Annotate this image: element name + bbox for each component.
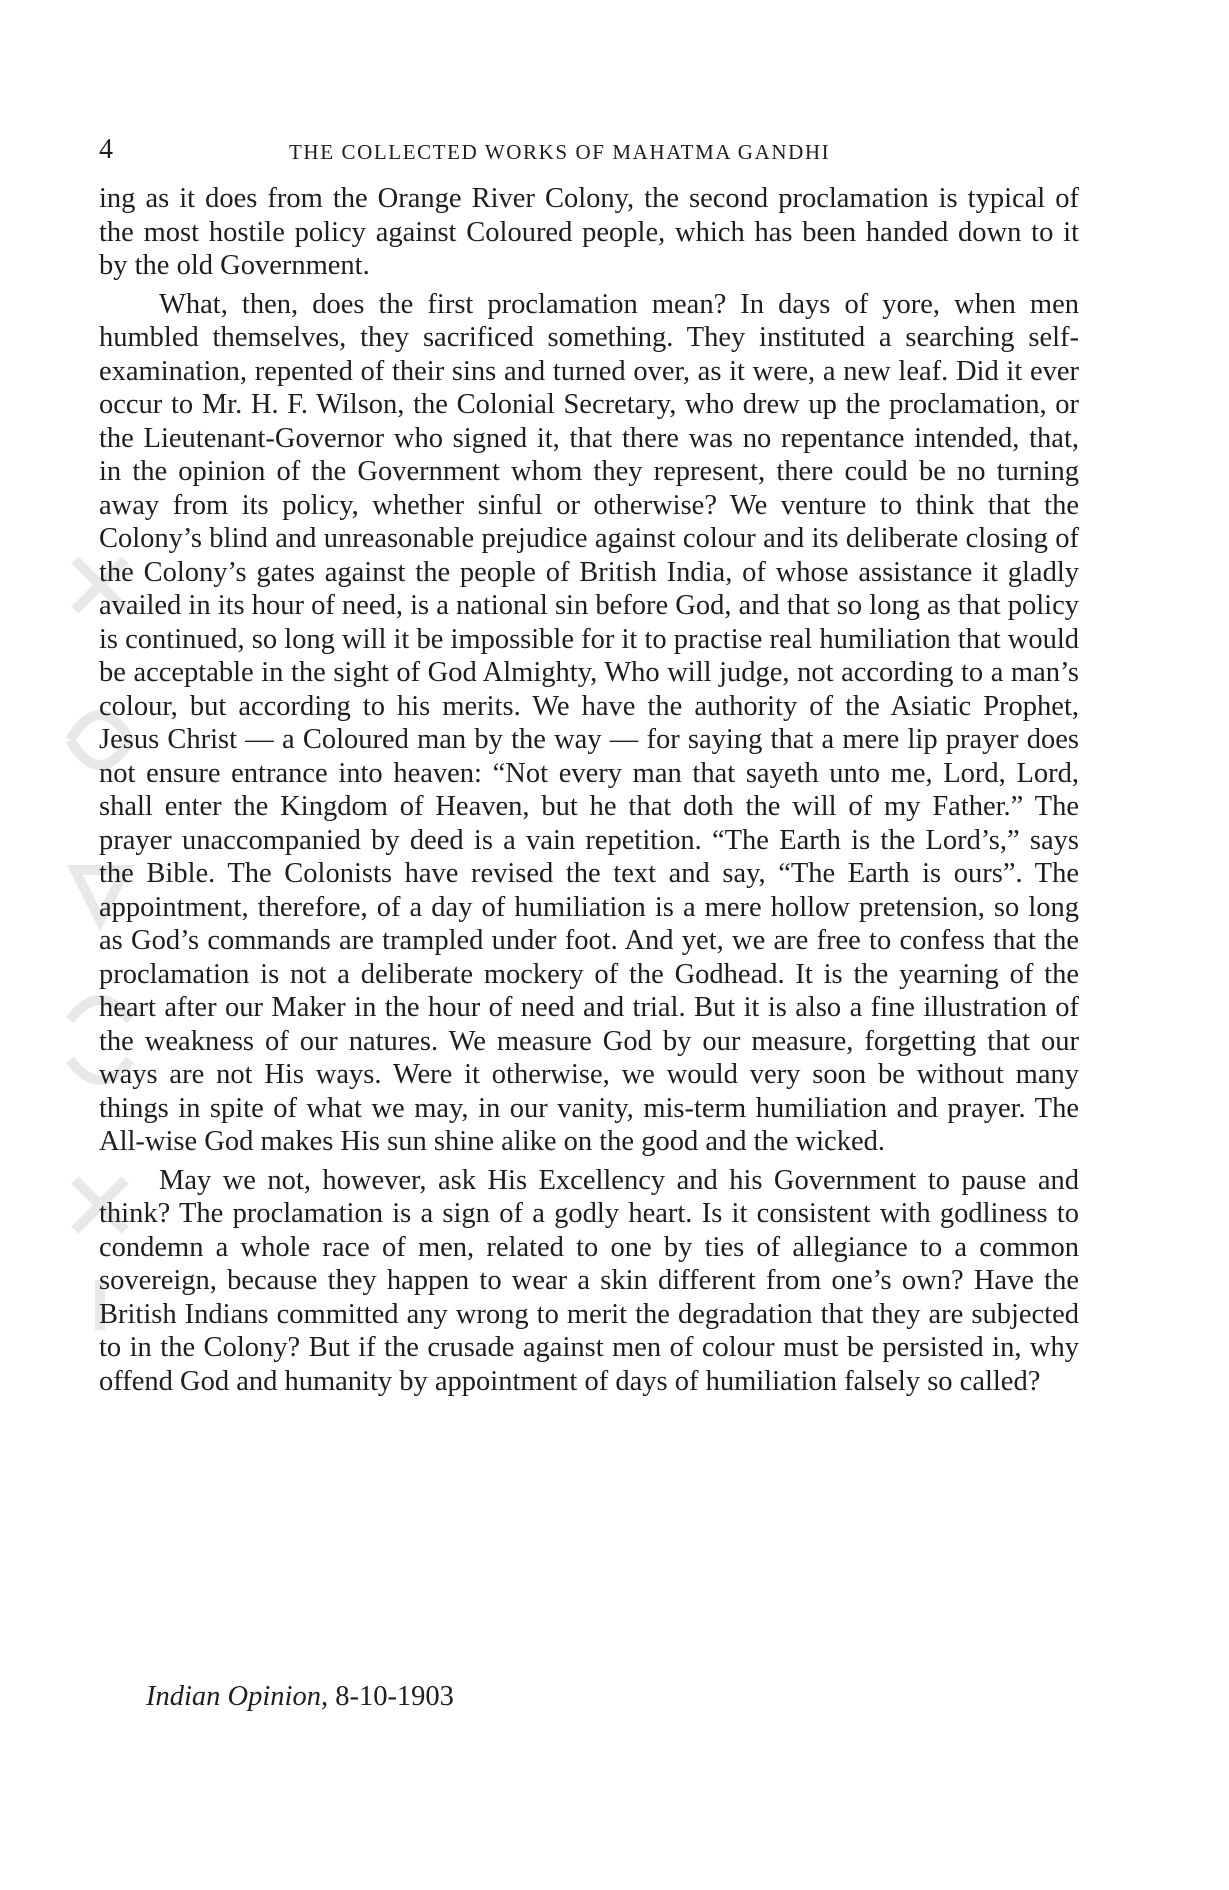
page-number: 4 (99, 134, 113, 165)
page-header (99, 133, 1079, 167)
source-date: 8-10-1903 (335, 1681, 454, 1712)
source-title: Indian Opinion (146, 1681, 321, 1712)
paragraph-3: May we not, however, ask His Excellency and his Government to pause and think? The proclamation is a sign of a godly heart. Is it consistent with godliness to condemn a whole race of men, related to one by ties of allegiance to a common sovereign, because they happen to wear a skin different from one’s own? Have the British Indians committed any wrong to merit the degradation that they are subjected to in the Colony? But if the crusade against men of colour must be persisted in, why offend God and humanity by appointment of days of humiliation falsely so called? (99, 1164, 1079, 1397)
source-citation (146, 1680, 454, 1714)
source-separator: , (320, 1681, 336, 1712)
running-head: THE COLLECTED WORKS OF MAHATMA GANDHI (289, 140, 831, 164)
article-body (99, 182, 1079, 1398)
paragraph-2: What, then, does the first proclamation mean? In days of yore, when men humbled themselves, they sacrificed something. They instituted a searching self-examination, repented of their sins and turned over, as it were, a new leaf. Did it ever occur to Mr. H. F. Wilson, the Colonial Secretary, who drew up the proclamation, or the Lieutenant-Governor who signed it, that there was no repentance intended, that, in the opinion of the Government whom they represent, there could be no turning away from its policy, whether sinful or otherwise? We venture to think that the Colony’s blind and unreasonable prejudice against colour and its deliberate closing of the Colony’s gates against the people of British India, of whose assistance it gladly availed in its hour of need, is a national sin before God, and that so long as that policy is continued, so long will it be impossible for it to practise real humiliation that would be acceptable in the sight of God Almighty, Who will judge, not according to a man’s colour, but according to his merits. We have the authority of the Asiatic Prophet, Jesus Christ — a Coloured man by the way — for saying that a mere lip prayer does not ensure entrance into heaven: “Not every man that sayeth unto me, Lord, Lord, shall enter the Kingdom of Heaven, but he that doth the will of my Father.” The prayer unaccompanied by deed is a vain repetition. “The Earth is the Lord’s,” says the Bible. The Colonists have revised the text and say, “The Earth is ours”. The appointment, therefore, of a day of humiliation is a mere hollow pretension, so long as God’s commands are trampled under foot. And yet, we are free to confess that the proclamation is not a deliberate mockery of the Godhead. It is the yearning of the heart after our Maker in the hour of need and trial. But it is also a fine illustration of the weakness of our natures. We measure God by our measure, forgetting that our ways are not His ways. Were it otherwise, we would very soon be without many things in spite of what we may, in our vanity, mis-term humiliation and prayer. The All-wise God makes His sun shine alike on the good and the wicked. (99, 288, 1079, 1157)
paragraph-1: ing as it does from the Orange River Colony, the second proclamation is typical of the most hostile policy against Coloured people, which has been handed down to it by the old Government. (99, 183, 1079, 281)
